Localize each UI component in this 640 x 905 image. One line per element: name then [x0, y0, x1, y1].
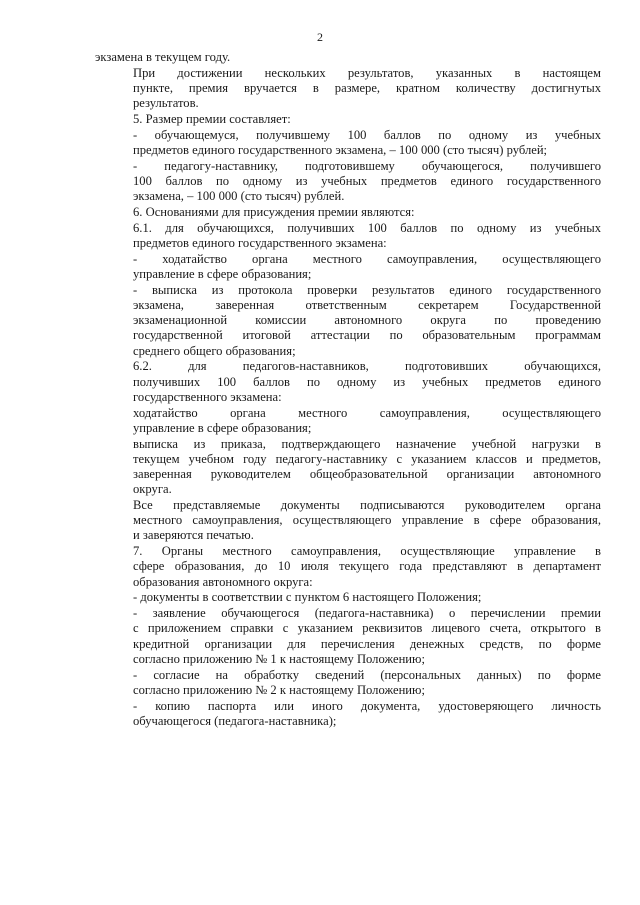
paragraph-16: - согласие на обработку сведений (персональных данных) по форме согласно приложению № 2 к настоящему Положению; — [133, 667, 601, 697]
paragraph-5: 6. Основаниями для присуждения премии являются: — [133, 205, 415, 219]
document-body — [95, 50, 601, 730]
paragraph-8: - выписка из протокола проверки результатов единого государственного экзамена, заверенная ответственным секретарем Государственной экзаменационной комиссии автономного округа по проведению государственной итоговой аттестации по образовательным программам среднего общего образования; — [133, 282, 601, 358]
paragraph-7: - ходатайство органа местного самоуправления, осуществляющего управление в сфере образования; — [133, 251, 601, 281]
paragraph-15: - заявление обучающегося (педагога-наставника) о перечислении премии с приложением справки с указанием реквизитов лицевого счета, открытого в кредитной организации для перечисления денежных средств, по форме согласно приложению № 1 к настоящему Положению; — [133, 606, 601, 666]
paragraph-13: 7. Органы местного самоуправления, осуществляющие управление в сфере образования, до 10 июля текущего года представляют в департамент образования автономного округа: — [133, 544, 601, 589]
paragraph-1: При достижении нескольких результатов, указанных в настоящем пункте, премия вручается в размере, кратном количеству достигнутых результатов. — [133, 65, 601, 111]
paragraph-4: - педагогу-наставнику, подготовившему обучающегося, получившего 100 баллов по одному из учебных предметов единого государственного экзамена, – 100 000 (сто тысяч) рублей. — [133, 158, 601, 204]
paragraph-10: ходатайство органа местного самоуправления, осуществляющего управление в сфере образования; — [133, 405, 601, 435]
paragraph-12: Все представляемые документы подписываются руководителем органа местного самоуправления, осуществляющего управление в сфере образования, и заверяются печатью. — [133, 498, 601, 543]
paragraph-14: - документы в соответствии с пунктом 6 настоящего Положения; — [133, 590, 482, 605]
paragraph-17: - копию паспорта или иного документа, удостоверяющего личность обучающегося (педагога-наставника); — [133, 698, 601, 728]
paragraph-3: - обучающемуся, получившему 100 баллов по одному из учебных предметов единого государственного экзамена, – 100 000 (сто тысяч) рублей; — [133, 127, 601, 157]
page-number: 2 — [317, 30, 323, 44]
paragraph-0: экзамена в текущем году. — [95, 50, 231, 64]
paragraph-6: 6.1. для обучающихся, получивших 100 баллов по одному из учебных предметов единого государственного экзамена: — [133, 220, 601, 250]
paragraph-11: выписка из приказа, подтверждающего назначение учебной нагрузки в текущем учебном году педагогу-наставнику с указанием классов и предметов, заверенная руководителем общеобразовательной организации автономного округа. — [133, 436, 601, 497]
paragraph-9: 6.2. для педагогов-наставников, подготовивших обучающихся, получивших 100 баллов по одному из учебных предметов единого государственного экзамена: — [133, 359, 601, 404]
paragraph-2: 5. Размер премии составляет: — [133, 112, 291, 126]
